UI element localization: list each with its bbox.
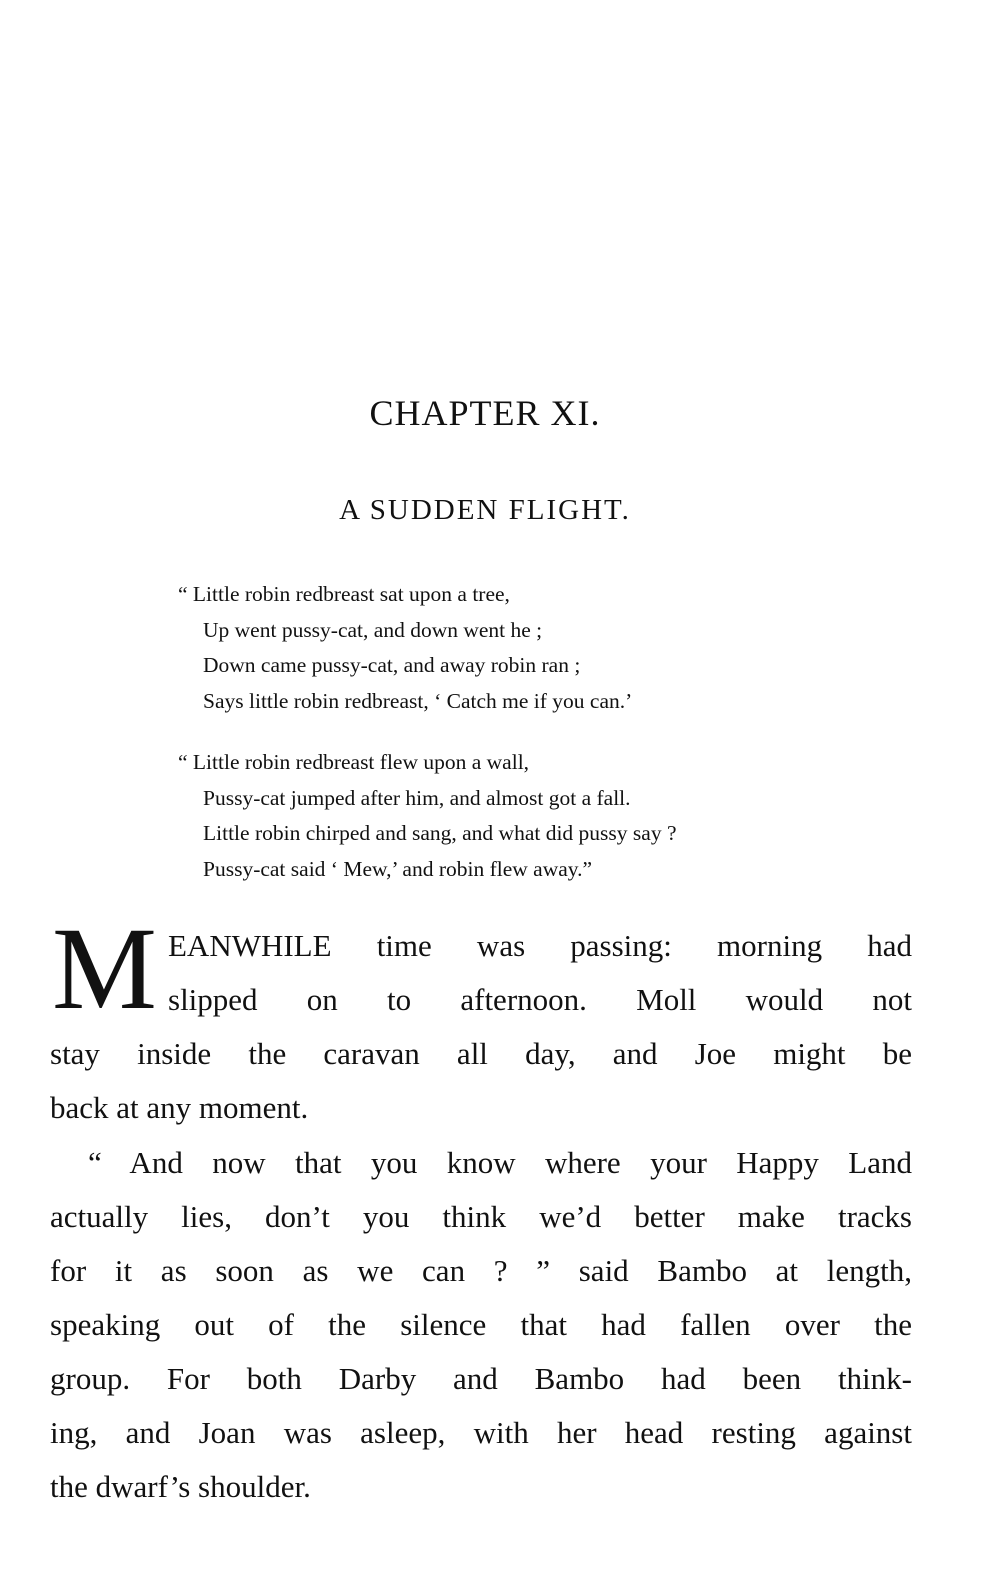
text-line: “ And now that you know where your Happy Land	[88, 1145, 912, 1180]
text-line: actually lies, don’t you think we’d better make tracks	[50, 1199, 912, 1234]
poem-line: “ Little robin redbreast sat upon a tree,	[178, 582, 510, 606]
poem-line: “ Little robin redbreast flew upon a wall,	[178, 750, 530, 774]
paragraph-2	[50, 1136, 912, 1514]
text-line: stay inside the caravan all day, and Joe might be	[50, 1036, 912, 1071]
text-line: the dwarf’s shoulder.	[50, 1469, 311, 1504]
poem-stanza-1	[178, 577, 898, 719]
paragraph-1	[50, 919, 912, 1135]
poem-line: Says little robin redbreast, ‘ Catch me if you can.’	[203, 688, 633, 713]
text-line: group. For both Darby and Bambo had been think-	[50, 1361, 912, 1396]
chapter-title	[0, 494, 1000, 527]
poem-line: Down came pussy-cat, and away robin ran ;	[203, 653, 581, 677]
text-line: EANWHILE time was passing: morning had	[168, 928, 912, 963]
drop-cap: M	[52, 903, 157, 1034]
poem-stanza-2	[178, 745, 898, 887]
poem-line: Little robin chirped and sang, and what did pussy say ?	[203, 821, 677, 845]
chapter-heading-text: CHAPTER XI.	[369, 393, 601, 433]
chapter-heading	[0, 392, 1000, 434]
chapter-title-text: A SUDDEN FLIGHT.	[339, 494, 631, 526]
text-line: back at any moment.	[50, 1090, 309, 1125]
text-line: slipped on to afternoon. Moll would not	[168, 982, 912, 1017]
poem-line: Pussy-cat jumped after him, and almost got a fall.	[203, 785, 631, 810]
text-line: ing, and Joan was asleep, with her head resting against	[50, 1415, 912, 1450]
poem-line: Pussy-cat said ‘ Mew,’ and robin flew away.”	[203, 856, 593, 881]
poem-line: Up went pussy-cat, and down went he ;	[203, 617, 543, 642]
text-line: for it as soon as we can ? ” said Bambo at length,	[50, 1253, 912, 1288]
text-line: speaking out of the silence that had fallen over the	[50, 1307, 912, 1342]
